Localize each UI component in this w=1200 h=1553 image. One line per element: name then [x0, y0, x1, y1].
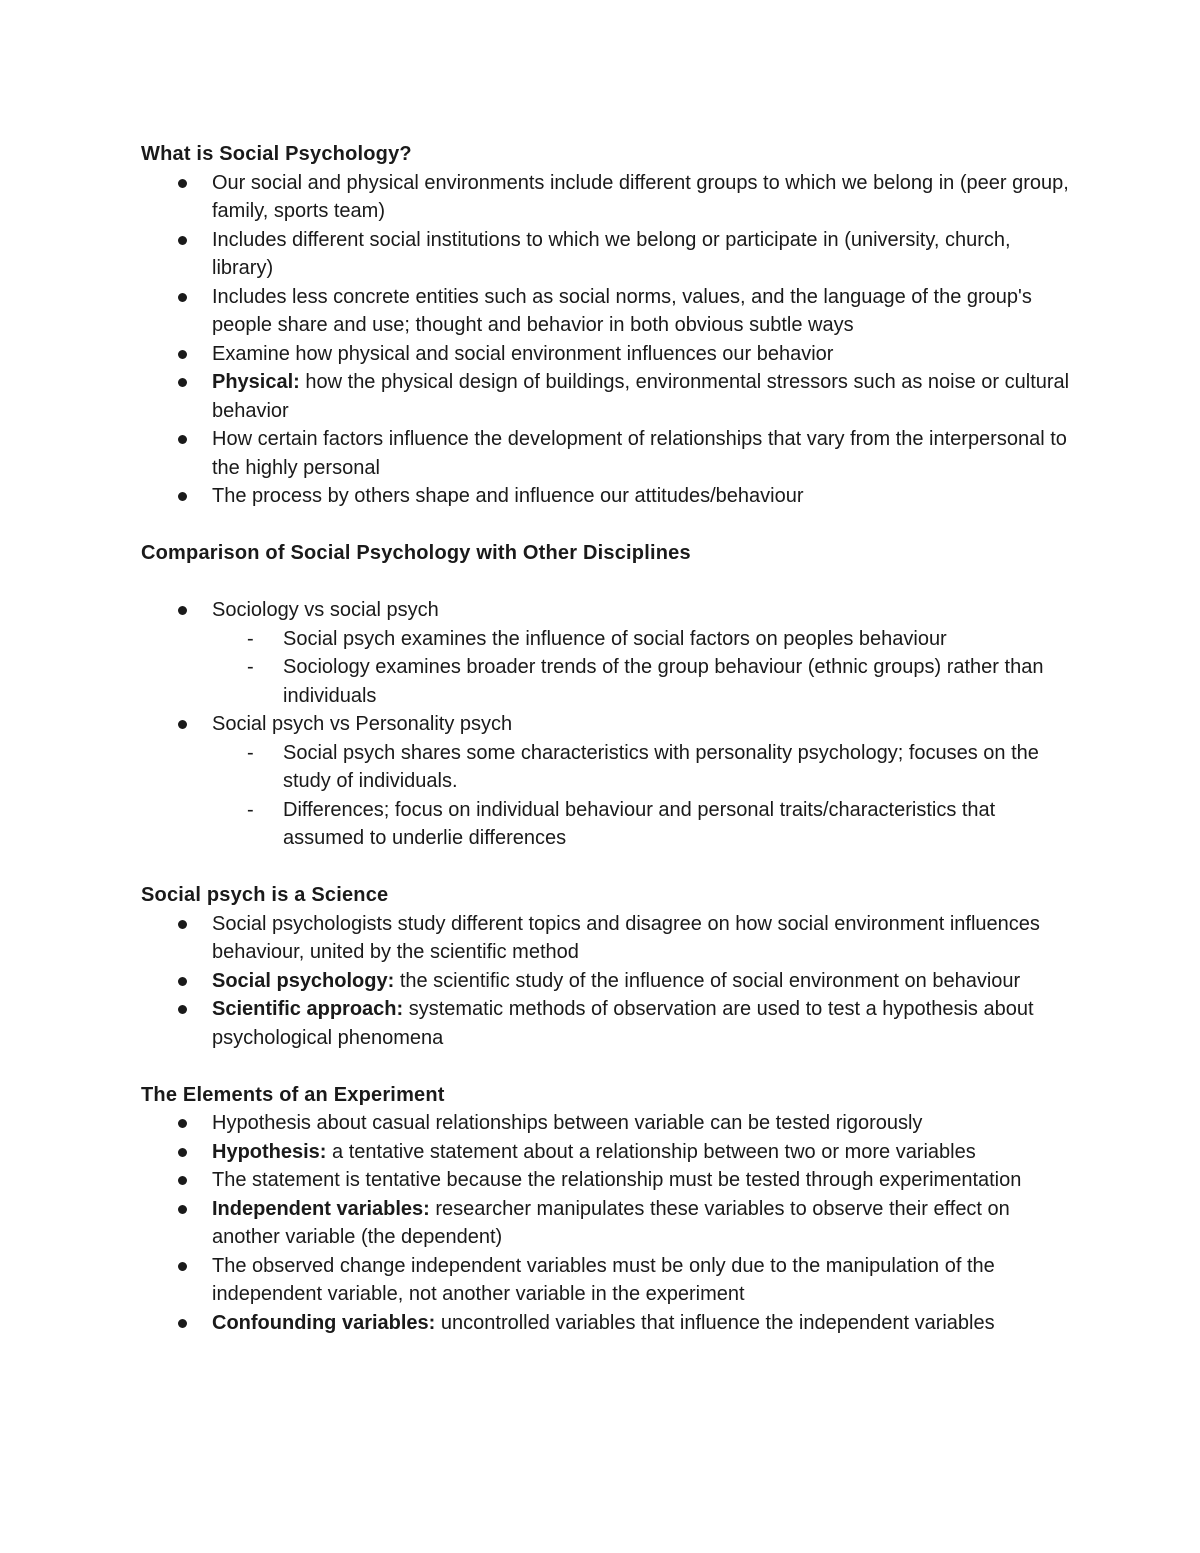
bullet-icon — [178, 1148, 187, 1157]
list-item — [141, 1195, 1071, 1252]
bullet-icon — [178, 1262, 187, 1271]
bullet-icon — [178, 236, 187, 245]
list-item — [141, 967, 1071, 996]
list-item — [141, 425, 1071, 482]
list-item — [141, 169, 1071, 226]
bullet-list — [141, 596, 1071, 625]
dash-marker: - — [247, 798, 254, 821]
bullet-list — [141, 910, 1071, 1053]
item-text: Social psych vs Personality psych — [212, 713, 513, 735]
bullet-icon — [178, 1205, 187, 1214]
bullet-icon — [178, 492, 187, 501]
list-item — [141, 1309, 1071, 1338]
item-text: the scientific study of the influence of social environment on behaviour — [394, 969, 1021, 992]
section-what-is-social-psychology — [141, 140, 1071, 511]
item-text: The observed change independent variables must be only due to the manipulation of the independent variable, not another variable in the experiment — [212, 1254, 995, 1305]
list-item — [141, 1166, 1071, 1195]
list-item — [141, 482, 1071, 511]
sub-item-text: Social psych examines the influence of social factors on peoples behaviour — [283, 627, 947, 650]
item-text: Examine how physical and social environment influences our behavior — [212, 342, 834, 365]
list-item — [141, 1138, 1071, 1167]
bullet-list — [141, 169, 1071, 511]
term-label: Physical: — [212, 371, 300, 393]
term-label: Scientific approach: — [212, 998, 404, 1020]
dash-marker: - — [247, 741, 254, 764]
list-item — [141, 596, 1071, 625]
bullet-icon — [178, 179, 187, 188]
item-text: researcher manipulates these variables to observe their effect on another variable (the dependent) — [212, 1197, 1010, 1248]
bullet-icon — [178, 1319, 187, 1328]
bullet-list — [141, 710, 1071, 739]
bullet-icon — [178, 977, 187, 986]
sub-list — [141, 739, 1071, 853]
sub-list-item — [212, 796, 1071, 853]
section-science — [141, 881, 1071, 1052]
bullet-icon — [178, 1176, 187, 1185]
item-text: Hypothesis about casual relationships between variable can be tested rigorously — [212, 1112, 923, 1134]
bullet-icon — [178, 293, 187, 302]
item-text: The process by others shape and influence our attitudes/behaviour — [212, 485, 804, 507]
sub-list-item — [212, 625, 1071, 654]
bullet-icon — [178, 378, 187, 387]
bullet-list — [141, 1109, 1071, 1337]
sub-list — [141, 625, 1071, 711]
spacer — [141, 568, 1071, 597]
list-item — [141, 995, 1071, 1052]
list-item — [141, 226, 1071, 283]
sub-item-text: Sociology examines broader trends of the group behaviour (ethnic groups) rather than individuals — [283, 656, 1044, 707]
term-label: Independent variables: — [212, 1197, 430, 1220]
bullet-icon — [178, 920, 187, 929]
sub-item-text: Differences; focus on individual behaviour and personal traits/characteristics that assumed to underlie differences — [283, 798, 996, 849]
list-item — [141, 910, 1071, 967]
section-elements-of-experiment — [141, 1081, 1071, 1338]
sub-item-text: Social psych shares some characteristics with personality psychology; focuses on the study of individuals. — [283, 741, 1039, 792]
item-text: How certain factors influence the development of relationships that vary from the interpersonal to the highly personal — [212, 428, 1067, 479]
list-item — [141, 1252, 1071, 1309]
item-text: The statement is tentative because the relationship must be tested through experimentation — [212, 1169, 1022, 1191]
bullet-icon — [178, 720, 187, 729]
term-label: Confounding variables: — [212, 1311, 436, 1334]
section-comparison — [141, 539, 1071, 853]
term-label: Social psychology: — [212, 969, 395, 992]
item-text: Sociology vs social psych — [212, 599, 439, 621]
item-text: Social psychologists study different topics and disagree on how social environment influences behaviour, united by the scientific method — [212, 912, 1040, 963]
dash-marker: - — [247, 656, 254, 678]
sub-list-item — [212, 739, 1071, 796]
spacer — [141, 511, 1071, 540]
section-heading: The Elements of an Experiment — [141, 1083, 445, 1106]
document-page — [141, 140, 1071, 1337]
bullet-icon — [178, 435, 187, 444]
spacer — [141, 1052, 1071, 1081]
dash-marker: - — [247, 627, 254, 650]
sub-list-item — [212, 653, 1071, 710]
bullet-icon — [178, 350, 187, 359]
item-text: systematic methods of observation are used to test a hypothesis about psychological phenomena — [212, 998, 1034, 1049]
item-text: Includes different social institutions to which we belong or participate in (university, church, library) — [212, 228, 1011, 279]
list-item — [141, 710, 1071, 739]
section-heading: What is Social Psychology? — [141, 143, 412, 165]
bullet-icon — [178, 606, 187, 615]
list-item — [141, 368, 1071, 425]
section-heading: Social psych is a Science — [141, 884, 389, 906]
item-text: Includes less concrete entities such as social norms, values, and the language of the group's people share and use; thought and behavior in both obvious subtle ways — [212, 285, 1032, 336]
item-text: uncontrolled variables that influence the independent variables — [435, 1311, 995, 1334]
item-text: how the physical design of buildings, environmental stressors such as noise or cultural behavior — [212, 371, 1070, 422]
item-text: Our social and physical environments include different groups to which we belong in (peer group, family, sports team) — [212, 171, 1069, 222]
list-item — [141, 1109, 1071, 1138]
item-text: a tentative statement about a relationship between two or more variables — [326, 1140, 976, 1163]
list-item — [141, 283, 1071, 340]
spacer — [141, 853, 1071, 882]
bullet-icon — [178, 1119, 187, 1128]
bullet-icon — [178, 1005, 187, 1014]
term-label: Hypothesis: — [212, 1140, 327, 1163]
list-item — [141, 340, 1071, 369]
section-heading: Comparison of Social Psychology with Other Disciplines — [141, 542, 691, 564]
